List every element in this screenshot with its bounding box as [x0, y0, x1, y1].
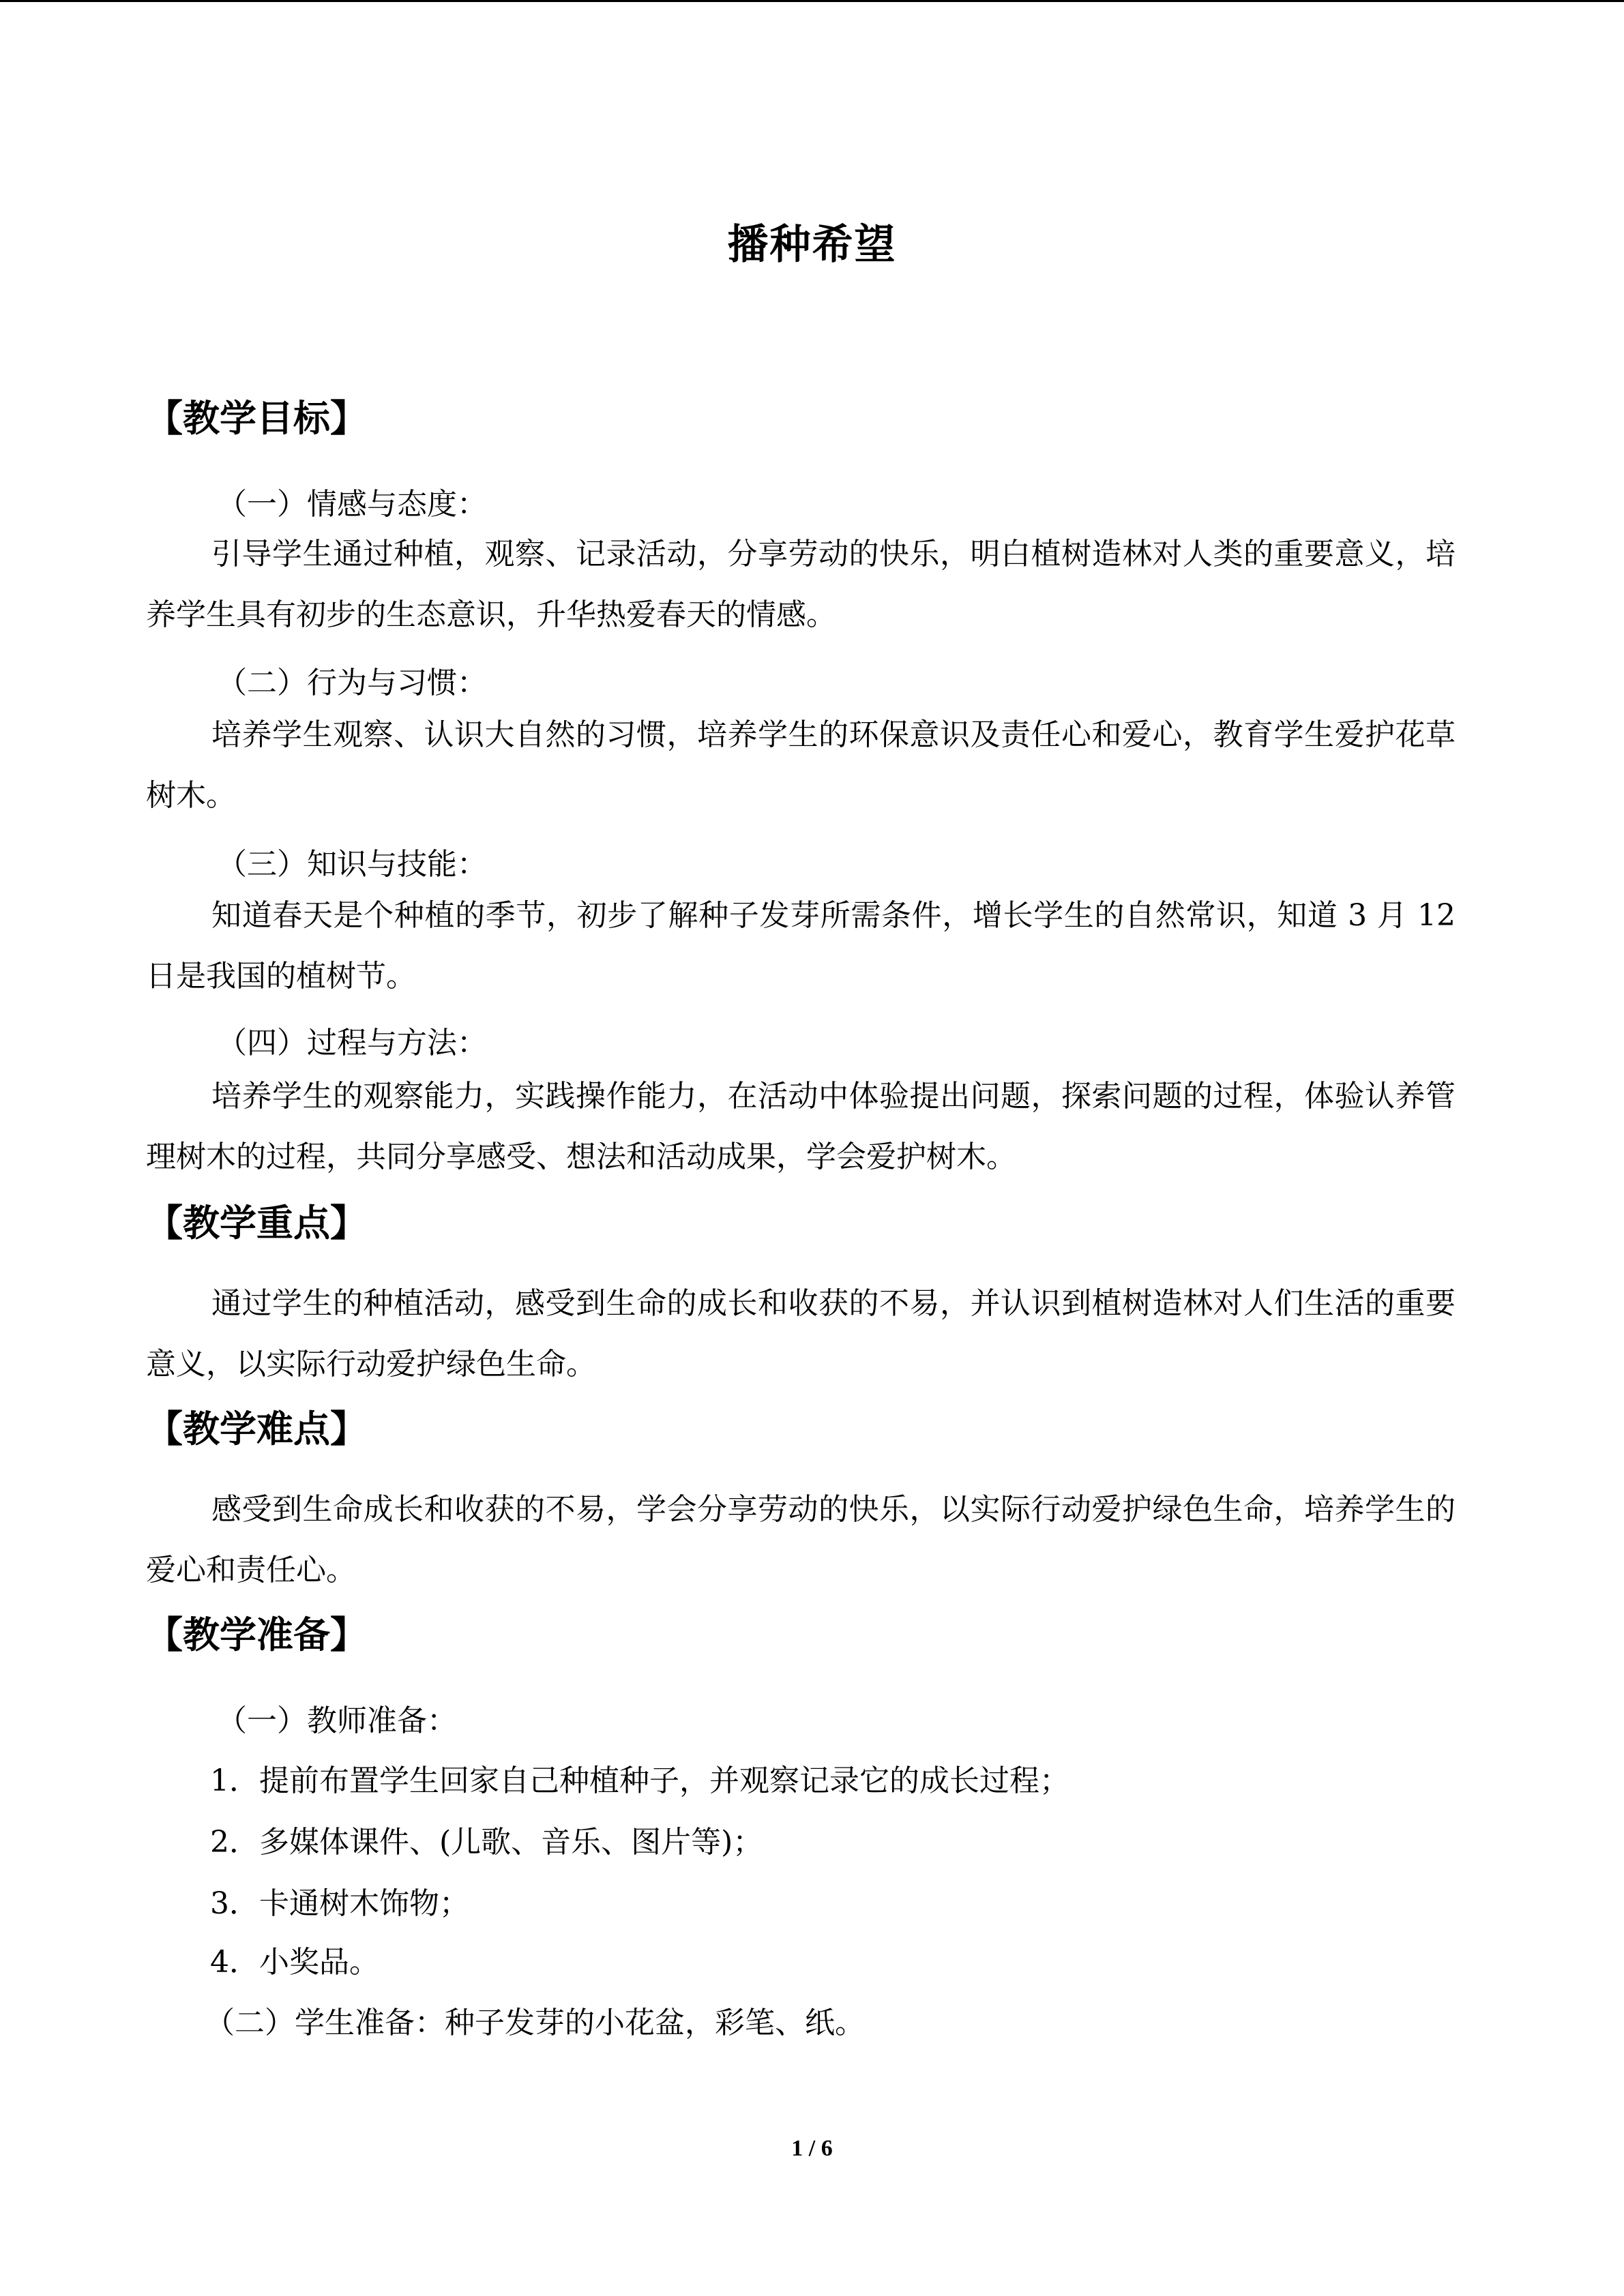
- sub-heading-teacher-prep: （一）教师准备：: [217, 1703, 457, 1738]
- sub-heading-process: （四）过程与方法：: [217, 1026, 487, 1060]
- paragraph-knowledge: 知道春天是个种植的季节，初步了解种子发芽所需条件，增长学生的自然常识，知道 3 月 12 日是我国的植树节。: [146, 898, 1456, 994]
- sub-heading-behavior: （二）行为与习惯：: [217, 666, 487, 700]
- list-item: 2．多媒体课件、(儿歌、音乐、图片等)；: [210, 1825, 763, 1860]
- sub-heading-emotion: （一）情感与态度：: [217, 487, 487, 522]
- sub-heading-knowledge: （三）知识与技能：: [217, 847, 487, 882]
- list-item: 3．卡通树木饰物；: [210, 1886, 469, 1921]
- paragraph-emotion: 引导学生通过种植，观察、记录活动，分享劳动的快乐，明白植树造林对人类的重要意义，培养学生具有初步的生态意识，升华热爱春天的情感。: [146, 537, 1456, 632]
- heading-key-points: 【教学重点】: [146, 1201, 367, 1244]
- page-title: 播种希望: [727, 221, 897, 269]
- list-item: 4．小奖品。: [210, 1945, 379, 1980]
- paragraph-key-points: 通过学生的种植活动，感受到生命的成长和收获的不易，并认识到植树造林对人们生活的重要意义，以实际行动爱护绿色生命。: [146, 1286, 1456, 1382]
- list-item: 1．提前布置学生回家自己种植种子，并观察记录它的成长过程；: [210, 1763, 1069, 1798]
- heading-difficulties: 【教学难点】: [146, 1407, 367, 1450]
- page-number: 1 / 6: [791, 2136, 833, 2161]
- paragraph-process: 培养学生的观察能力，实践操作能力，在活动中体验提出问题，探索问题的过程，体验认养管理树木的过程，共同分享感受、想法和活动成果，学会爱护树木。: [146, 1079, 1456, 1174]
- heading-objectives: 【教学目标】: [146, 396, 367, 440]
- heading-preparation: 【教学准备】: [146, 1613, 367, 1656]
- paragraph-behavior: 培养学生观察、认识大自然的习惯，培养学生的环保意识及责任心和爱心，教育学生爱护花草树木。: [146, 717, 1456, 813]
- paragraph-difficulties: 感受到生命成长和收获的不易，学会分享劳动的快乐，以实际行动爱护绿色生命，培养学生的爱心和责任心。: [146, 1492, 1456, 1587]
- student-prep-line: （二）学生准备：种子发芽的小花盆，彩笔、纸。: [205, 2006, 865, 2040]
